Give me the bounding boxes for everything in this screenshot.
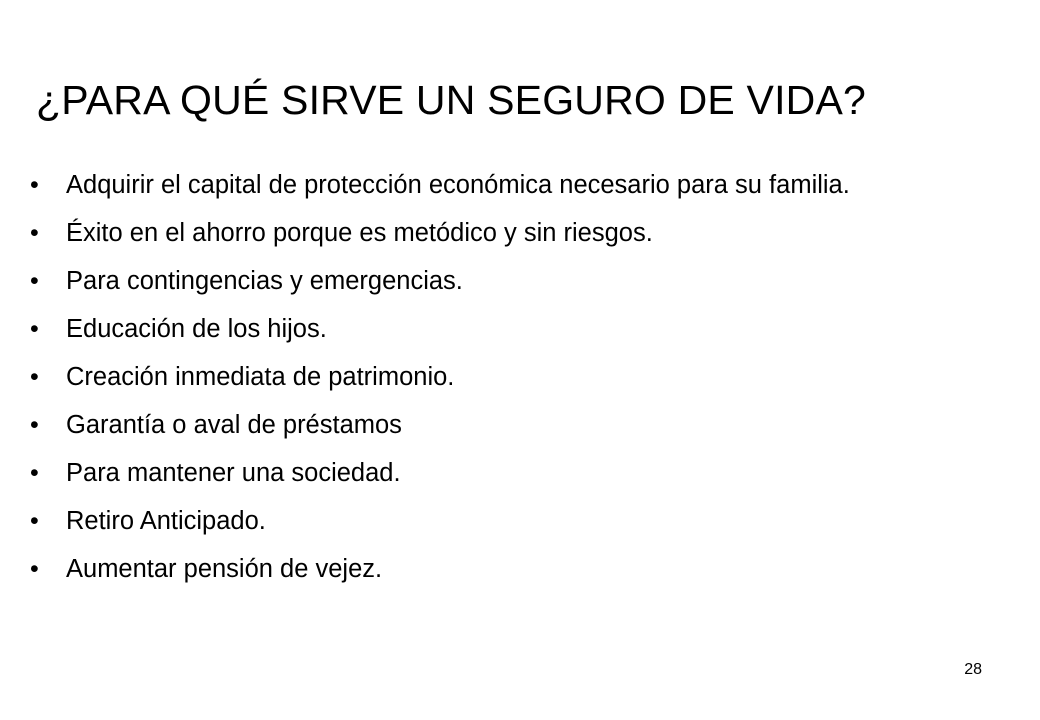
bullet-text: Adquirir el capital de protección económica necesario para su familia. [66,171,850,199]
slide-title: ¿PARA QUÉ SIRVE UN SEGURO DE VIDA? [36,77,867,123]
list-item [30,410,990,441]
bullet-text: Éxito en el ahorro porque es metódico y sin riesgos. [66,219,653,247]
list-item [30,314,990,345]
bullet-text: Creación inmediata de patrimonio. [66,363,455,391]
bullet-list [30,170,990,602]
bullet-icon: • [30,459,39,487]
bullet-icon: • [30,219,39,247]
bullet-icon: • [30,171,39,199]
list-item [30,266,990,297]
bullet-text: Para contingencias y emergencias. [66,267,463,295]
bullet-text: Retiro Anticipado. [66,507,266,535]
list-item [30,362,990,393]
bullet-icon: • [30,411,39,439]
list-item [30,554,990,585]
bullet-icon: • [30,363,39,391]
bullet-text: Educación de los hijos. [66,315,327,343]
bullet-icon: • [30,507,39,535]
bullet-text: Para mantener una sociedad. [66,459,401,487]
list-item [30,506,990,537]
bullet-icon: • [30,315,39,343]
list-item [30,218,990,249]
bullet-text: Garantía o aval de préstamos [66,411,402,439]
list-item [30,170,990,201]
list-item [30,458,990,489]
bullet-icon: • [30,267,39,295]
bullet-icon: • [30,555,39,583]
bullet-text: Aumentar pensión de vejez. [66,555,383,583]
page-number: 28 [964,661,982,678]
